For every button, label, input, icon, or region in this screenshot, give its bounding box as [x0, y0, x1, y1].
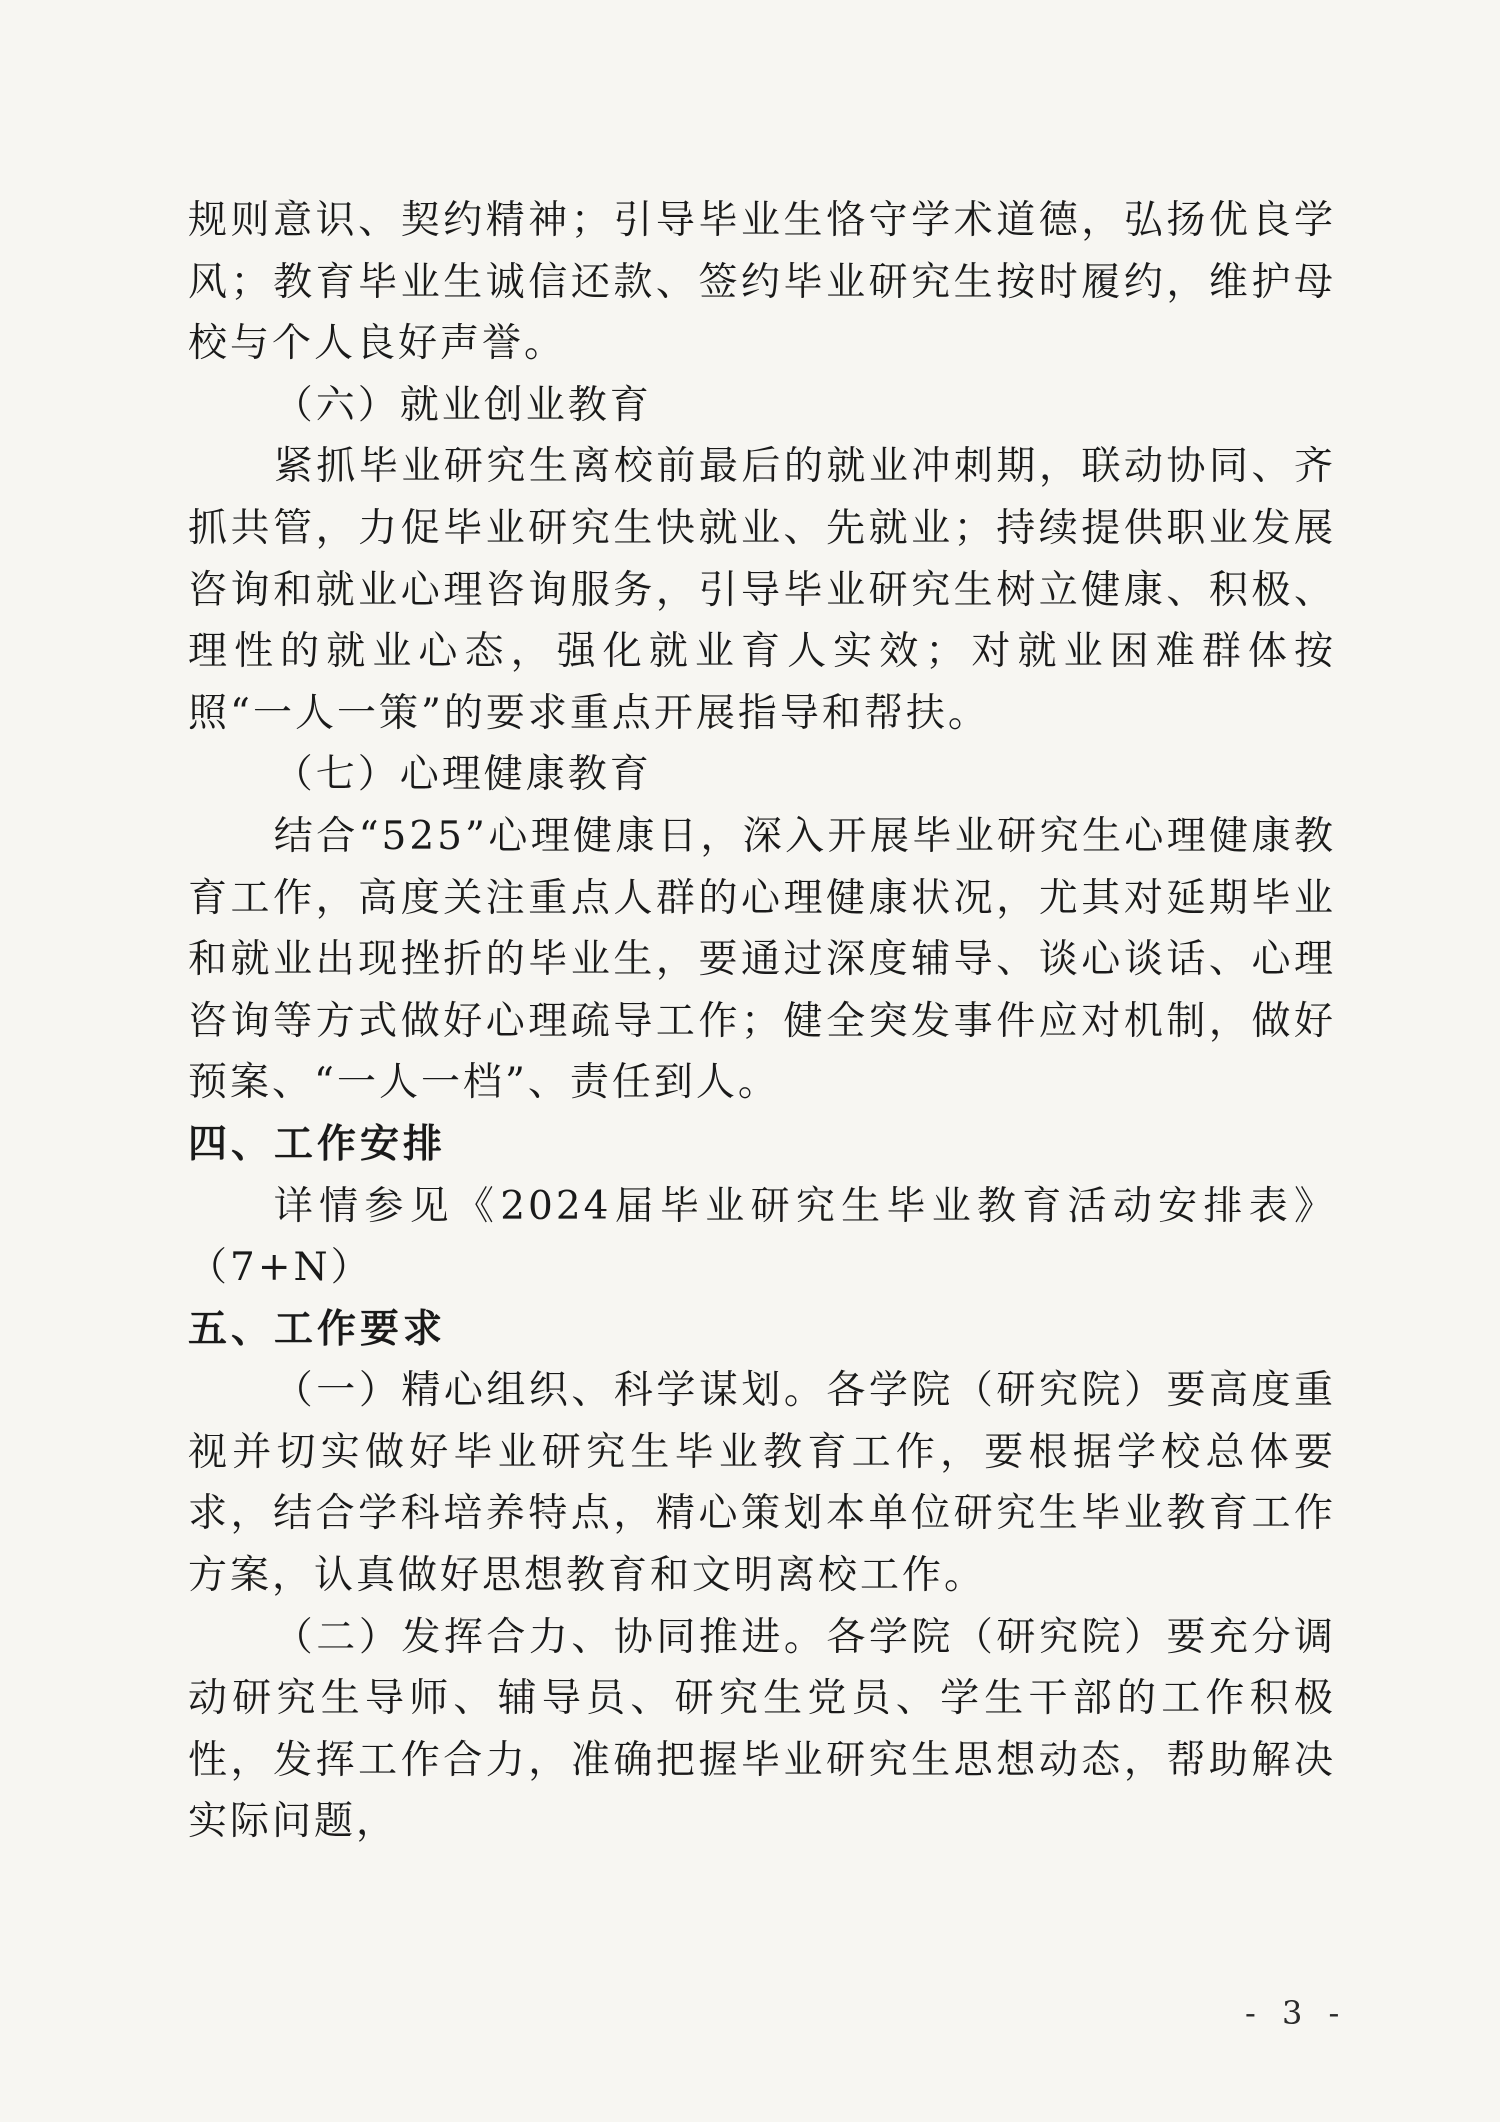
- page-number: - 3 -: [1245, 1994, 1348, 2032]
- paragraph-employment-education: 紧抓毕业研究生离校前最后的就业冲刺期，联动协同、齐抓共管，力促毕业研究生快就业、先就业；持续提供职业发展咨询和就业心理咨询服务，引导毕业研究生树立健康、积极、理性的就业心态，强化就业育人实效；对就业困难群体按照“一人一策”的要求重点开展指导和帮扶。: [188, 444, 1336, 736]
- section-heading-employment-education: （六）就业创业教育: [273, 382, 652, 428]
- paragraph-requirement-organization: （一）精心组织、科学谋划。各学院（研究院）要高度重视并切实做好毕业研究生毕业教育工作，要根据学校总体要求，结合学科培养特点，精心策划本单位研究生毕业教育工作方案，认真做好思想教育和文明离校工作。: [188, 1368, 1336, 1599]
- paragraph-rules-awareness: 规则意识、契约精神；引导毕业生恪守学术道德，弘扬优良学风；教育毕业生诚信还款、签约毕业研究生按时履约，维护母校与个人良好声誉。: [188, 198, 1336, 367]
- heading-work-arrangement: 四、工作安排: [188, 1121, 447, 1167]
- paragraph-requirement-collaboration: （二）发挥合力、协同推进。各学院（研究院）要充分调动研究生导师、辅导员、研究生党员、学生干部的工作积极性，发挥工作合力，准确把握毕业研究生思想动态，帮助解决实际问题，: [188, 1614, 1336, 1845]
- paragraph-mental-health: 结合“525”心理健康日，深入开展毕业研究生心理健康教育工作，高度关注重点人群的心理健康状况，尤其对延期毕业和就业出现挫折的毕业生，要通过深度辅导、谈心谈话、心理咨询等方式做好心理疏导工作；健全突发事件应对机制，做好预案、“一人一档”、责任到人。: [188, 813, 1336, 1106]
- heading-work-requirements: 五、工作要求: [188, 1306, 447, 1352]
- section-heading-mental-health: （七）心理健康教育: [273, 752, 652, 798]
- paragraph-work-arrangement: 详情参见《2024届毕业研究生毕业教育活动安排表》（7+N）: [188, 1183, 1336, 1291]
- document-body: [188, 190, 1336, 1853]
